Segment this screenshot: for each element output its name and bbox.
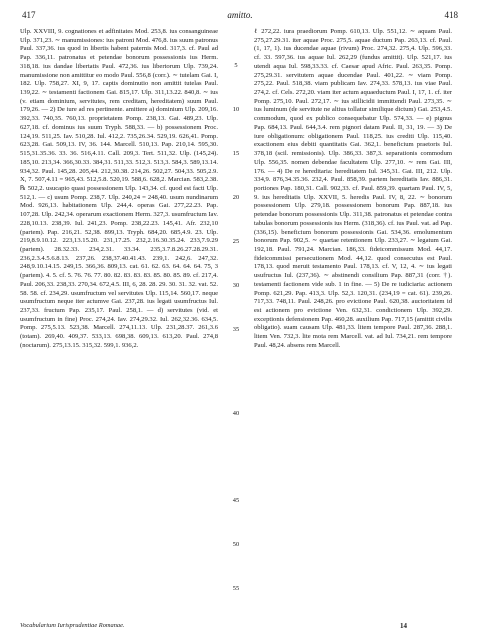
running-head-word: amitto. [227, 10, 253, 20]
line-number: 50 [232, 541, 240, 548]
left-column-text: Ulp. XXVIII, 9. cognationes et adfinitates Mod. 253,8. ius consanguineae Ulp. 371,23. ∼ manumissiones: ius patroni Mod. 476,8. ius suum patronus Paul. 337,36. ius quod in libertis habent paternis Mod. 317,3. cf. Paul ad Pap. 336,11. patronatus et petendae bonorum possessionis ius Herm. 318,18. ius dandae libertatis Paul. 472,36. ius libertorum Ulp. 739,24. manumissione non amittitur eo modo Paul. 556,8 (corr.). ∼ tutelam Gai. I, 182. Ulp. 758,27. XI, 9, 17. captis dominutio non amittit tutelas Paul. 139,22. ∼ testamenti factionem Gai. 815,17. Ulp. 311,13.22. 840,8. ∼ ius (v. etiam dominium, servitutes, rem creditam, hereditatem) suum Paul. 179,26. — 2) De iure ad res pertinente. amittere a) dominium Ulp. 209,16. 392,33. 740,35. 760,13. proprietatem Pomp. 238,13. Gai. 489,23. Ulp. 627,18. cf. dominus ius suum Tryph. 588,33. — b) possessionem Proc. 124,19. 511,25. Iav. 510,28. Iul. 412,2. 735,26.34. 529,19. 626,41. Pomp. 623,28. Gai. 509,13. IV, 36. 144. Marcell. 510,13. Pap. 210,14. 595,30. 515,31.35.36. 33. 36. 516,4.11. Call. 209,3. Tert. 511,32. Ulp. (145,24). 185,10. 213,34. 366,30.33. 384,31. 511,33. 512,3. 513,3. 584,3. 589,13.14. 934,32. Paul. 145,28. 205,44. 212,30.38. 214,26. 502,27. 504,33. 505,2.9. X, 7. 507,4.11 = 965,43. 512,5.8. 520,19. 588,6. 628,2. Marcian. 583,2.38. ℞ 502,2. usucapio quasi possessionem Ulp. 143,34. cf. quod est facti Ulp. 512,1. — c) usum Pomp. 238,7. Ulp. 240,24 = 248,40. usum nundinarum Mod. 926,13. habitationem Ulp. 244,4. operas Gai. 277,22.23. Pap. 107,28. Ulp. 242,34. operarum exactionem Herm. 327,3. usumfructum Iav. 228,10.13. 238,39. Iul. 241,23. Pomp. 238,22.23. 145,41. Afr. 232,10 (partem). Pap. 216,21. 52,38. 899,13. Tryph. 684,20. 685,4.9. 23. Ulp. 219,8.9.10.12. 223,13.15.20. 231,17.25. 232,2.16.30.35.24. 233,7.9.29 (partem). 28.32.33. 234,2.31. 33.34. 235,3.7.8.26.27.28.29.31. 236,2.3.4.5.6.8.13. 237,26. 238,37.40.41.43. 239,1. 242,6. 247,32. 248,9.10.14.15. 249,15. 366,36. 809,13. cat. 61. 62. 63. 64. 64. 64. 75, 3 (partem). 4. 5. cf. 5. 76. 76. 77. 80. 82. 83. 83. 83. 85. 80. 85. 89. cf. 217,4. Paul. 206,33. 238,33. 270,34. 672,4.5. III, 6, 28. 28. 29. 30. 31. 32. vat. 52. 58. 58. cf. 234,29. usumfructum vel servitutes Ulp. 115,14. 560,17. neque usumfructum neque iter actumve Gai. 237,28. ius legati usumfructus Iul. 237,33. fructum Pap. 235,17. Paul. 258,1. — d) servitutes (vid. et usumfructum in fine) Proc. 274,24. Iav. 274,29.32. Iul. 262,32.36. 634,5. Pomp. 275,5.13. 523,38. Marcell. 274,11.13. Ulp. 231,28.37. 261,3.6 (totam). 269,40. 409,37. 533,13. 698,38. 609,13. 613,20. Paul. 274,8 (noctarum). 275,13.15. 315,32. 599,1. 936,2. [20, 28, 218, 349]
line-number: 10 [232, 106, 240, 113]
page-number-left: 417 [22, 10, 36, 20]
line-number: 15 [232, 150, 240, 157]
right-column [254, 28, 452, 351]
page-header [22, 8, 458, 22]
line-number: 20 [232, 194, 240, 201]
left-column [20, 28, 218, 351]
footer-series-title: Vocabularium Iurisprudentiae Romanae. [20, 622, 125, 629]
line-number: 25 [232, 238, 240, 245]
line-number: 30 [232, 282, 240, 289]
page-number-right: 418 [444, 10, 458, 20]
line-number: 40 [232, 410, 240, 417]
right-column-text: ℓ 272,22. iura praediorum Pomp. 610,13. Ulp. 551,12. ∼ aquam Paul. 275,27.29.31. iter aquae Proc. 275,5. aquae ductum Pap. 263,13. cf. Paul. (1, 17, 1). ius ducendae aquae (rivum) Proc. 274,32. 275,4. Ulp. 596,33. cf. 33. 597,36. ius aquae Iul. 262,29 (fundus amittit). Ulp. 521,17. ius utendi aqua Iul. 598,33.33. cf. Caesar apud Afric. Paul. 263,35. Pomp. 275,29.31. servitutem aquae ducendae Paul. 401,22. ∼ viam Pomp. 275,22. Paul. 518,38. viam publicam Iav. 274,33. 578,13. ius viae Paul. 274,2. cf. Cels. 272,20. viam iter actum aquaeductum Paul. I, 17, 1. cf. iter Pomp. 275,10. Paul. 272,17. ∼ ius stillicidii immittendi Paul. 273,35. ∼ ius luminum (de servitute ne altius tollatur similique dictum) Gai. 253,4.5. commodum, quod ex publico consequebatur Ulp. 574,33. — e) pignus Pap. 684,13. Paul. 644,3.4. rem pignori datam Paul. II, 31, 19. — 3) De iure obligationum: obligationem Paul. 118,25. ius crediti Ulp. 115,40. exactionem eius debiti quantitatis Gai. 362,1. beneficium praetoris Iul. 378,18 (scil. remissionis). Ulp. 386,33. 387,3. separationis commodum Ulp. 556,35. nomen debendae facultatem Ulp. 277,10. ∼ rem Gai. III, 176. — 4) De re hereditaria: hereditatem Iul. 345,31. Gai. III, 212. Ulp. 334,9. 876,34.35.36. 232,4. Paul. 858,39. partem hereditatis Iav. 886,31. portiones Pap. 180,31. Call. 902,33. cf. Paul. 859,39. quartam Paul. IV, 5, 9. ius hereditatis Ulp. XXVII, 5. heredis Paul. IV, 8, 22. ∼ bonorum possessionem Ulp. 279,18. possessionem bonorum Pap. 887,18. ius petendae bonorum possessionis Ulp. 311,38. patronatus et petendae contra tabulas bonorum possessionis ius Herm. (318,36). cf. ius Paul. vat. ad Pap. (336,15). beneficium bonorum possessionis Gai. 534,36. emolumentum bonorum Pap. 902,5. ∼ quartae retentionem Ulp. 233,27. ∼ legatum Gai. 192,18. Paul. 791,24. Marcian. 186,33. fideicommissum Mod. 44,17. fideicommissi persecutionem Mod. 44,12. quod consecutus est Paul. 178,13. quod meruit testamento Paul. 178,13. cf. V, 12, 4. ∼ ius legati usufructus Iul. (237,36). ∼ abstinendi consilium Pap. 887,31 (corr. †). testamenti factionem vide sub. 1 in fine. — 5) De re iudiciaria: actionem Pomp. 621,29. Pap. 413,3. Ulp. 52,3. 120,31. (234,19 = cat. 61). 239,26. 717,33. 748,11. Paul. 248,26. pro evictione Paul. 620,38. auctoritatem id est actionem pro evictione Ven. 632,31. condictionem Ulp. 392,29. exceptionis defensionem Pap. 460,28. auxilium Pap. 717,15 (amittit civilis obligatio). suam causam Ulp. 481,33. litem tempore Paul. 287,36. 288,1. litem Ven. 732,3. lite mota rem Marcell. vat. ad Iul. 734,21. rem tempore Paul. 48,24. absens rem Marcell. [254, 28, 452, 349]
footer-signature-number: 14 [400, 622, 407, 630]
line-number: 5 [234, 62, 238, 69]
line-number: 35 [232, 326, 240, 333]
line-number: 55 [232, 585, 240, 592]
line-number: 45 [232, 497, 240, 504]
